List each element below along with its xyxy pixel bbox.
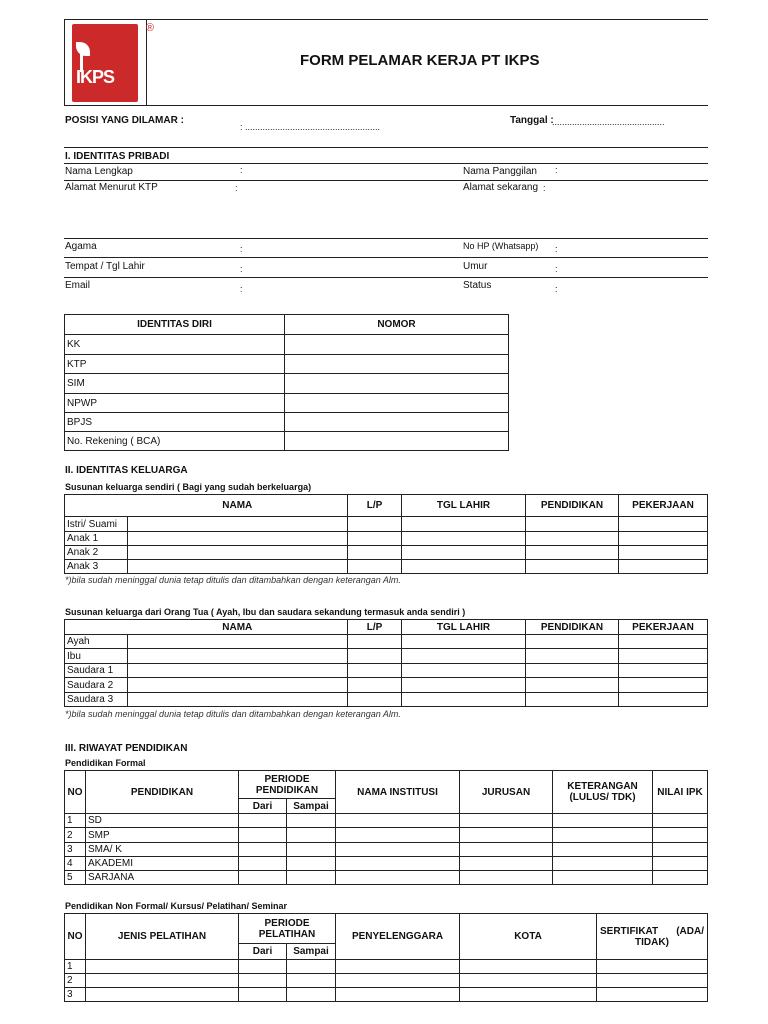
formal-header-keterangan: KETERANGAN (LULUS/ TDK) bbox=[553, 771, 653, 814]
family-row-label: Anak 3 bbox=[65, 560, 128, 574]
family-cell[interactable] bbox=[348, 560, 402, 574]
formal-cell[interactable] bbox=[336, 814, 460, 828]
nonformal-cell[interactable] bbox=[460, 988, 597, 1002]
formal-cell[interactable] bbox=[287, 814, 336, 828]
parents-cell[interactable] bbox=[526, 678, 619, 693]
formal-cell[interactable] bbox=[553, 814, 653, 828]
parents-header-dob: TGL LAHIR bbox=[402, 620, 526, 635]
parents-cell[interactable] bbox=[402, 635, 526, 649]
nonformal-cell[interactable] bbox=[86, 974, 239, 988]
section2-sub1: Susunan keluarga sendiri ( Bagi yang sudah berkeluarga) bbox=[65, 482, 312, 492]
section2-title: II. IDENTITAS KELUARGA bbox=[65, 465, 188, 476]
nonformal-cell[interactable] bbox=[239, 988, 287, 1002]
nonformal-cell[interactable] bbox=[287, 988, 336, 1002]
formal-cell[interactable] bbox=[460, 843, 553, 857]
formal-cell[interactable] bbox=[653, 871, 708, 885]
date-field[interactable]: ............................................. bbox=[552, 117, 665, 127]
nonformal-cell[interactable] bbox=[597, 988, 708, 1002]
family-cell[interactable] bbox=[402, 532, 526, 546]
parents-cell[interactable] bbox=[402, 664, 526, 678]
formal-cell[interactable] bbox=[336, 857, 460, 871]
field-agama[interactable]: : bbox=[240, 244, 243, 254]
nonformal-cell[interactable] bbox=[239, 974, 287, 988]
table-row bbox=[65, 988, 708, 1002]
family-cell[interactable] bbox=[128, 560, 348, 574]
parents-cell[interactable] bbox=[526, 693, 619, 707]
table-row bbox=[65, 532, 708, 546]
formal-cell[interactable] bbox=[239, 843, 287, 857]
formal-cell[interactable] bbox=[239, 814, 287, 828]
logo-leaf-icon bbox=[76, 42, 90, 56]
identity-row-label: No. Rekening ( BCA) bbox=[65, 432, 285, 451]
family-table bbox=[64, 494, 708, 574]
formal-cell[interactable] bbox=[239, 871, 287, 885]
identity-table bbox=[64, 314, 509, 451]
formal-cell[interactable] bbox=[460, 828, 553, 843]
parents-header-name: NAMA bbox=[128, 620, 348, 635]
parents-row-label: Ibu bbox=[65, 649, 128, 664]
parents-cell[interactable] bbox=[348, 664, 402, 678]
table-row bbox=[65, 843, 708, 857]
table-row bbox=[65, 560, 708, 574]
header-bottom-rule bbox=[64, 105, 708, 106]
formal-cell[interactable] bbox=[336, 843, 460, 857]
formal-header-pendidikan: PENDIDIKAN bbox=[86, 771, 239, 814]
label-ttl: Tempat / Tgl Lahir bbox=[65, 261, 145, 272]
label-nama-panggilan: Nama Panggilan bbox=[463, 166, 537, 177]
parents-cell[interactable] bbox=[348, 635, 402, 649]
table-row bbox=[65, 355, 509, 374]
table-row bbox=[65, 828, 708, 843]
table-row bbox=[65, 432, 509, 451]
logo-text: IKPS bbox=[76, 67, 115, 87]
formal-cell[interactable] bbox=[553, 828, 653, 843]
family-header-education: PENDIDIKAN bbox=[526, 495, 619, 517]
formal-header-dari: Dari bbox=[239, 799, 287, 814]
family-cell[interactable] bbox=[348, 517, 402, 532]
field-nama-lengkap[interactable]: : bbox=[240, 165, 243, 175]
field-umur[interactable]: : bbox=[555, 264, 558, 274]
nonformal-cell[interactable] bbox=[597, 960, 708, 974]
formal-cell[interactable] bbox=[460, 871, 553, 885]
parents-cell[interactable] bbox=[348, 693, 402, 707]
family-cell[interactable] bbox=[128, 532, 348, 546]
nonformal-row-no: 1 bbox=[65, 960, 86, 974]
sertifikat-ada: (ADA/ bbox=[676, 925, 704, 937]
position-label: POSISI YANG DILAMAR : bbox=[65, 115, 184, 126]
label-no-hp: No HP (Whatsapp) bbox=[463, 241, 539, 251]
formal-header-jurusan: JURUSAN bbox=[460, 771, 553, 814]
identity-row-input[interactable] bbox=[285, 335, 509, 355]
table-row bbox=[65, 413, 509, 432]
formal-cell[interactable] bbox=[653, 843, 708, 857]
header-left-rule bbox=[64, 19, 65, 105]
formal-row-no: 5 bbox=[65, 871, 86, 885]
parents-header-education: PENDIDIKAN bbox=[526, 620, 619, 635]
nonformal-cell[interactable] bbox=[287, 974, 336, 988]
parents-cell[interactable] bbox=[619, 678, 708, 693]
family-cell[interactable] bbox=[526, 560, 619, 574]
formal-cell[interactable] bbox=[553, 871, 653, 885]
parents-cell[interactable] bbox=[619, 664, 708, 678]
identity-row-label: SIM bbox=[65, 374, 285, 394]
formal-row-no: 3 bbox=[65, 843, 86, 857]
nonformal-header-no: NO bbox=[65, 914, 86, 960]
formal-header-ipk: NILAI IPK bbox=[653, 771, 708, 814]
family-cell[interactable] bbox=[619, 546, 708, 560]
formal-education-table bbox=[64, 770, 708, 885]
parents-table bbox=[64, 619, 708, 707]
parents-cell[interactable] bbox=[128, 678, 348, 693]
parents-cell[interactable] bbox=[402, 649, 526, 664]
family-cell[interactable] bbox=[348, 532, 402, 546]
family-cell[interactable] bbox=[619, 517, 708, 532]
family-cell[interactable] bbox=[402, 546, 526, 560]
nonformal-cell[interactable] bbox=[597, 974, 708, 988]
formal-header-periode: PERIODE PENDIDIKAN bbox=[239, 771, 336, 799]
parents-cell[interactable] bbox=[348, 649, 402, 664]
identity-header-number: NOMOR bbox=[285, 315, 509, 335]
formal-row-name: SD bbox=[86, 814, 239, 828]
header-top-rule bbox=[64, 19, 708, 20]
formal-header-institusi: NAMA INSTITUSI bbox=[336, 771, 460, 814]
nonformal-row-no: 3 bbox=[65, 988, 86, 1002]
family-header-dob: TGL LAHIR bbox=[402, 495, 526, 517]
parents-cell[interactable] bbox=[402, 678, 526, 693]
field-alamat-ktp[interactable]: : bbox=[235, 183, 238, 193]
label-alamat-ktp: Alamat Menurut KTP bbox=[65, 182, 158, 193]
formal-cell[interactable] bbox=[287, 871, 336, 885]
table-row bbox=[65, 693, 708, 707]
formal-cell[interactable] bbox=[553, 843, 653, 857]
section1-top-rule bbox=[64, 147, 708, 148]
parents-row-label: Saudara 1 bbox=[65, 664, 128, 678]
formal-row-no: 4 bbox=[65, 857, 86, 871]
formal-row-name: SMP bbox=[86, 828, 239, 843]
formal-cell[interactable] bbox=[553, 857, 653, 871]
field-no-hp[interactable]: : bbox=[555, 244, 558, 254]
table-row bbox=[65, 871, 708, 885]
identity-row-input[interactable] bbox=[285, 432, 509, 451]
nonformal-header-jenis: JENIS PELATIHAN bbox=[86, 914, 239, 960]
table-row bbox=[65, 857, 708, 871]
family-cell[interactable] bbox=[348, 546, 402, 560]
family-cell[interactable] bbox=[619, 560, 708, 574]
family-row-label: Anak 1 bbox=[65, 532, 128, 546]
formal-label: Pendidikan Formal bbox=[65, 758, 146, 768]
family-cell[interactable] bbox=[619, 532, 708, 546]
identity-row-label: BPJS bbox=[65, 413, 285, 432]
logo-registered-mark: ® bbox=[145, 22, 154, 34]
table-row bbox=[65, 374, 509, 394]
nonformal-cell[interactable] bbox=[336, 960, 460, 974]
parents-cell[interactable] bbox=[526, 649, 619, 664]
parents-header-job: PEKERJAAN bbox=[619, 620, 708, 635]
nonformal-row-no: 2 bbox=[65, 974, 86, 988]
field-email[interactable]: : bbox=[240, 284, 243, 294]
table-row bbox=[65, 546, 708, 560]
page-title: FORM PELAMAR KERJA PT IKPS bbox=[300, 52, 540, 69]
date-label: Tanggal : bbox=[510, 115, 554, 126]
nonformal-cell[interactable] bbox=[287, 960, 336, 974]
formal-cell[interactable] bbox=[287, 828, 336, 843]
label-alamat-sekarang: Alamat sekarang bbox=[463, 182, 539, 193]
company-logo bbox=[72, 22, 154, 102]
label-agama: Agama bbox=[65, 241, 97, 252]
nonformal-header-dari: Dari bbox=[239, 944, 287, 960]
parents-cell[interactable] bbox=[128, 635, 348, 649]
nonformal-cell[interactable] bbox=[86, 960, 239, 974]
formal-cell[interactable] bbox=[287, 843, 336, 857]
nonformal-cell[interactable] bbox=[336, 988, 460, 1002]
row-rule bbox=[64, 180, 708, 181]
formal-cell[interactable] bbox=[653, 814, 708, 828]
table-row bbox=[65, 335, 509, 355]
family-cell[interactable] bbox=[402, 517, 526, 532]
nonformal-header-periode: PERIODE PELATIHAN bbox=[239, 914, 336, 944]
row-rule bbox=[64, 238, 708, 239]
formal-row-name: AKADEMI bbox=[86, 857, 239, 871]
section2-sub2: Susunan keluarga dari Orang Tua ( Ayah, Ibu dan saudara sekandung termasuk anda sendiri ) bbox=[65, 607, 466, 617]
label-nama-lengkap: Nama Lengkap bbox=[65, 166, 133, 177]
formal-row-no: 2 bbox=[65, 828, 86, 843]
identity-header-name: IDENTITAS DIRI bbox=[65, 315, 285, 335]
table-row bbox=[65, 649, 708, 664]
formal-cell[interactable] bbox=[460, 857, 553, 871]
nonformal-cell[interactable] bbox=[86, 988, 239, 1002]
formal-cell[interactable] bbox=[239, 828, 287, 843]
nonformal-cell[interactable] bbox=[336, 974, 460, 988]
identity-row-label: KK bbox=[65, 335, 285, 355]
family-header-gender: L/P bbox=[348, 495, 402, 517]
formal-cell[interactable] bbox=[460, 814, 553, 828]
formal-row-no: 1 bbox=[65, 814, 86, 828]
parents-cell[interactable] bbox=[619, 693, 708, 707]
sertifikat-word: SERTIFIKAT bbox=[600, 925, 659, 937]
formal-cell[interactable] bbox=[336, 871, 460, 885]
formal-cell[interactable] bbox=[239, 857, 287, 871]
nonformal-cell[interactable] bbox=[460, 974, 597, 988]
identity-row-input[interactable] bbox=[285, 413, 509, 432]
parents-cell[interactable] bbox=[128, 649, 348, 664]
field-alamat-sekarang[interactable]: : bbox=[543, 183, 546, 193]
table-row bbox=[65, 814, 708, 828]
section1-title: I. IDENTITAS PRIBADI bbox=[65, 151, 170, 162]
row-rule bbox=[64, 277, 708, 278]
formal-cell[interactable] bbox=[336, 828, 460, 843]
table-row bbox=[65, 678, 708, 693]
identity-row-input[interactable] bbox=[285, 355, 509, 374]
section3-title: III. RIWAYAT PENDIDIKAN bbox=[65, 743, 188, 754]
table-row bbox=[65, 635, 708, 649]
parents-cell[interactable] bbox=[619, 649, 708, 664]
parents-cell[interactable] bbox=[348, 678, 402, 693]
family-note: *)bila sudah meninggal dunia tetap ditulis dan ditambahkan dengan keterangan Alm. bbox=[65, 575, 401, 585]
row-rule bbox=[64, 257, 708, 258]
formal-header-sampai: Sampai bbox=[287, 799, 336, 814]
family-row-label: Anak 2 bbox=[65, 546, 128, 560]
field-nama-panggilan[interactable]: : bbox=[555, 165, 558, 175]
parents-note: *)bila sudah meninggal dunia tetap ditulis dan ditambahkan dengan keterangan Alm. bbox=[65, 709, 401, 719]
table-row bbox=[65, 394, 509, 413]
identity-row-label: NPWP bbox=[65, 394, 285, 413]
formal-cell[interactable] bbox=[653, 857, 708, 871]
position-field[interactable]: : ...................................................... bbox=[240, 122, 381, 132]
nonformal-header-penyelenggara: PENYELENGGARA bbox=[336, 914, 460, 960]
family-cell[interactable] bbox=[526, 517, 619, 532]
section1-title-rule bbox=[64, 163, 708, 164]
parents-cell[interactable] bbox=[402, 693, 526, 707]
label-email: Email bbox=[65, 280, 91, 291]
nonformal-header-sampai: Sampai bbox=[287, 944, 336, 960]
nonformal-header-sertifikat bbox=[597, 914, 708, 960]
label-umur: Umur bbox=[463, 261, 488, 272]
parents-row-label: Saudara 3 bbox=[65, 693, 128, 707]
family-cell[interactable] bbox=[128, 517, 348, 532]
family-cell[interactable] bbox=[402, 560, 526, 574]
family-header-name: NAMA bbox=[128, 495, 348, 517]
formal-cell[interactable] bbox=[653, 828, 708, 843]
parents-cell[interactable] bbox=[128, 693, 348, 707]
sertifikat-tidak: TIDAK) bbox=[635, 936, 669, 948]
field-status[interactable]: : bbox=[555, 284, 558, 294]
table-row bbox=[65, 974, 708, 988]
family-row-label: Istri/ Suami bbox=[65, 517, 128, 532]
identity-row-label: KTP bbox=[65, 355, 285, 374]
field-ttl[interactable]: : bbox=[240, 264, 243, 274]
parents-row-label: Saudara 2 bbox=[65, 678, 128, 693]
parents-cell[interactable] bbox=[619, 635, 708, 649]
parents-row-label: Ayah bbox=[65, 635, 128, 649]
formal-row-name: SARJANA bbox=[86, 871, 239, 885]
nonformal-label: Pendidikan Non Formal/ Kursus/ Pelatihan/ Seminar bbox=[65, 901, 288, 911]
formal-cell[interactable] bbox=[287, 857, 336, 871]
family-cell[interactable] bbox=[128, 546, 348, 560]
nonformal-cell[interactable] bbox=[460, 960, 597, 974]
formal-header-no: NO bbox=[65, 771, 86, 814]
identity-row-input[interactable] bbox=[285, 394, 509, 413]
nonformal-header-kota: KOTA bbox=[460, 914, 597, 960]
parents-header-gender: L/P bbox=[348, 620, 402, 635]
table-row bbox=[65, 664, 708, 678]
family-header-job: PEKERJAAN bbox=[619, 495, 708, 517]
parents-cell[interactable] bbox=[526, 635, 619, 649]
label-status: Status bbox=[463, 280, 492, 291]
nonformal-cell[interactable] bbox=[239, 960, 287, 974]
family-cell[interactable] bbox=[526, 546, 619, 560]
family-cell[interactable] bbox=[526, 532, 619, 546]
identity-row-input[interactable] bbox=[285, 374, 509, 394]
table-row bbox=[65, 517, 708, 532]
parents-cell[interactable] bbox=[128, 664, 348, 678]
formal-row-name: SMA/ K bbox=[86, 843, 239, 857]
table-row bbox=[65, 960, 708, 974]
parents-cell[interactable] bbox=[526, 664, 619, 678]
nonformal-education-table bbox=[64, 913, 708, 1002]
